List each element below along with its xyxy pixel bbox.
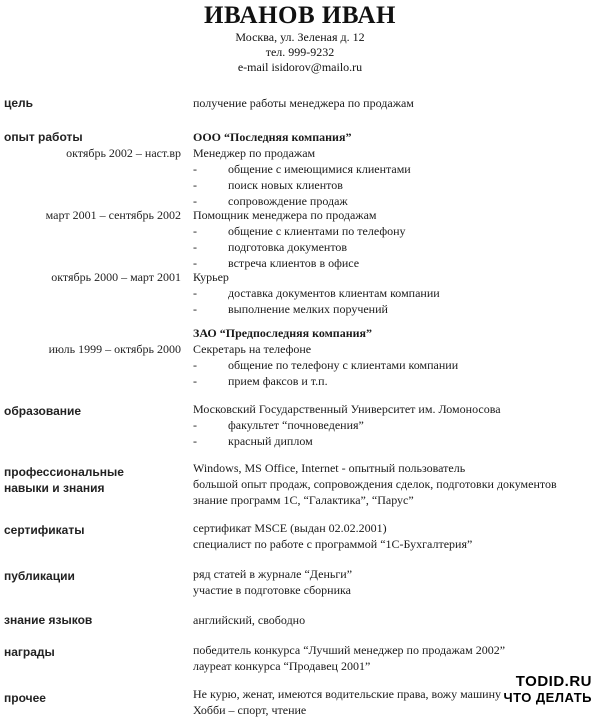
section-label-other: прочее	[4, 691, 46, 705]
list-item: - факультет “почноведения”	[193, 418, 364, 432]
section-label-education: образование	[4, 404, 82, 418]
job-period: октябрь 2000 – март 2001	[51, 270, 181, 284]
goal-text: получение работы менеджера по продажам	[193, 96, 414, 110]
section-label-publications: публикации	[4, 569, 75, 583]
list-item: - общение с имеющимися клиентами	[193, 162, 411, 176]
education-text: Московский Государственный Университет им. Ломоносова	[193, 402, 501, 416]
list-item: - сопровождение продаж	[193, 194, 348, 208]
section-label-line: профессиональные	[4, 465, 124, 479]
award-line: победитель конкурса “Лучший менеджер по продажам 2002”	[193, 643, 506, 657]
skills-line: Windows, MS Office, Internet - опытный пользователь	[193, 461, 466, 475]
publication-line: ряд статей в журнале “Деньги”	[193, 567, 353, 581]
other-line: Хобби – спорт, чтение	[193, 703, 307, 717]
certificate-line: сертификат MSCE (выдан 02.02.2001)	[193, 521, 387, 535]
section-label-awards: награды	[4, 645, 55, 659]
list-item: - прием факсов и т.п.	[193, 374, 328, 388]
list-item: - красный диплом	[193, 434, 313, 448]
publication-line: участие в подготовке сборника	[193, 583, 351, 597]
list-item: - выполнение мелких поручений	[193, 302, 388, 316]
email: e-mail isidorov@mailo.ru	[237, 60, 363, 74]
list-item: - общение по телефону с клиентами компании	[193, 358, 459, 372]
watermark-domain: TODID.RU	[515, 673, 592, 690]
candidate-name: ИВАНОВ ИВАН	[204, 2, 396, 29]
phone: тел. 999-9232	[265, 45, 335, 59]
other-line: Не курю, женат, имеются водительские права, вожу машину	[193, 687, 502, 701]
list-item: - общение с клиентами по телефону	[193, 224, 406, 238]
section-label-goal: цель	[4, 96, 34, 110]
list-item: - подготовка документов	[193, 240, 348, 254]
watermark-slogan: ЧТО ДЕЛАТЬ	[503, 690, 592, 705]
address: Москва, ул. Зеленая д. 12	[235, 30, 365, 44]
list-item: - встреча клиентов в офисе	[193, 256, 360, 270]
section-label-languages: знание языков	[4, 613, 93, 627]
company-name: ООО “Последняя компания”	[193, 130, 352, 144]
list-item: - доставка документов клиентам компании	[193, 286, 440, 300]
job-period: март 2001 – сентябрь 2002	[45, 208, 181, 222]
site-watermark	[503, 673, 592, 705]
section-label-skills	[4, 464, 184, 496]
job-title: Помощник менеджера по продажам	[193, 208, 377, 222]
job-title: Курьер	[193, 270, 229, 284]
skills-line: большой опыт продаж, сопровождения сделок, подготовки документов	[193, 477, 557, 491]
section-label-line: навыки и знания	[4, 481, 105, 495]
job-title: Секретарь на телефоне	[193, 342, 312, 356]
job-period: октябрь 2002 – наст.вр	[66, 146, 181, 160]
job-period: июль 1999 – октябрь 2000	[48, 342, 181, 356]
section-label-experience: опыт работы	[4, 130, 83, 144]
award-line: лауреат конкурса “Продавец 2001”	[193, 659, 371, 673]
list-item: - поиск новых клиентов	[193, 178, 343, 192]
languages-text: английский, свободно	[193, 613, 306, 627]
job-title: Менеджер по продажам	[193, 146, 316, 160]
resume-header	[0, 0, 600, 75]
certificate-line: специалист по работе с программой “1С-Бухгалтерия”	[193, 537, 473, 551]
skills-line: знание программ 1С, “Галактика”, “Парус”	[193, 493, 414, 507]
section-label-certificates: сертификаты	[4, 523, 85, 537]
company-name: ЗАО “Предпоследняя компания”	[193, 326, 373, 340]
